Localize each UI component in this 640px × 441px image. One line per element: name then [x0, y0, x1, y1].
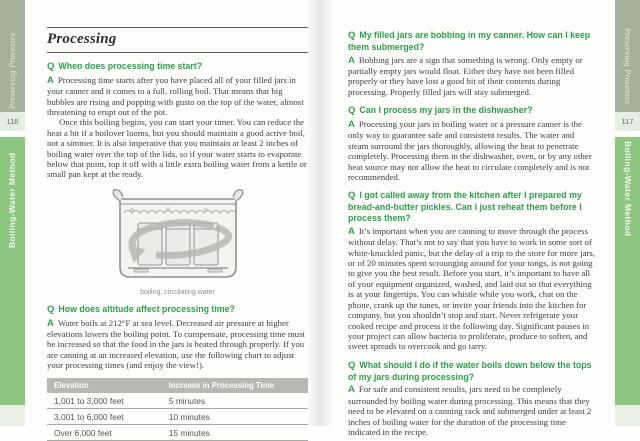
question-text: How does altitude affect processing time?	[58, 303, 235, 314]
question-text: Can I process my jars in the dishwasher?	[359, 105, 533, 116]
q-marker: Q	[348, 105, 356, 117]
q-marker: Q	[348, 359, 356, 371]
a-marker: A	[348, 54, 355, 66]
table-row	[47, 393, 308, 409]
canner-pot-drawing	[98, 187, 258, 283]
q-marker: Q	[47, 61, 55, 72]
answer-text: Water boils at 212°F at sea level. Decreased air pressure at higher elevations lowers the boiling point. To compensate, processing time must be increased so that the food in the jars is heated through properly. If you are canning at an increased elevation, use the following chart to adjust your processing times (and enjoy the view!).	[47, 317, 305, 371]
table-cell-increase: 10 minutes	[162, 408, 308, 424]
left-page	[25, 0, 320, 438]
q-marker: Q	[348, 190, 356, 202]
question	[47, 61, 308, 73]
right-sidebar-method-label: Boiling-Water Method	[623, 141, 633, 237]
question-text: My filled jars are bobbing in my canner. How can I keep them submerged?	[348, 30, 591, 52]
altitude-table	[47, 378, 308, 441]
table-cell-elevation: Over 6,000 feet	[47, 424, 162, 440]
illustration-caption: boiling, circulating water	[140, 288, 215, 296]
question	[348, 105, 596, 117]
table-row	[47, 408, 308, 424]
a-marker: A	[47, 317, 54, 329]
a-marker: A	[348, 119, 355, 131]
table-row	[47, 424, 308, 440]
left-sidebar-method-label: Boiling-Water Method	[7, 152, 17, 248]
right-sidebar-page-band	[615, 112, 640, 131]
question	[348, 190, 596, 223]
question	[47, 304, 308, 316]
right-sidebar-footer-strip	[615, 405, 640, 426]
left-sidebar-footer-strip	[0, 405, 25, 426]
left-sidebar-page-band	[0, 112, 25, 131]
answer	[348, 384, 596, 437]
right-page	[320, 0, 615, 437]
table-header-increase: Increase in Processing Time	[162, 378, 308, 393]
question-text: What should I do if the water boils down below the tops of my jars during processing?	[348, 359, 592, 382]
left-page-number: 116	[6, 117, 19, 126]
answer-text: Processing your jars in boiling water or a pressure canner is the only way to guarantee safe and consistent results. The water and steam surround the jars thoroughly, allowing the heat to penetrate completely. Processing them in the dishwasher, oven, or by any other heat source may not allow the heat to circulate completely and is not recommended.	[348, 119, 592, 183]
answer	[47, 75, 308, 118]
question-text: When does processing time start?	[58, 61, 203, 71]
answer-paragraph: Once this boiling begins, you can start your timer. You can reduce the heat a bit if a boilover looms, but you should maintain a good active boil, not a simmer. It is also imperative that you maintain at least 2 inches of boiling water over the top of the lids, so if your water starts to evaporate below that point, top it off with a little extra boiling water from a kettle or small pan kept at the ready.	[47, 117, 307, 180]
table-cell-increase: 5 minutes	[162, 393, 308, 409]
a-marker: A	[47, 74, 54, 86]
table-cell-elevation: 1,001 to 3,000 feet	[47, 393, 162, 409]
a-marker: A	[348, 384, 355, 396]
question	[348, 360, 596, 383]
answer-text: Processing time starts after you have placed all of your filled jars in your canner and it comes to a full, rolling boil. That means that big bubbles are rising and popping with gusto on the top of the water, almost threatening to erupt out of the pot.	[47, 74, 304, 118]
q-marker: Q	[47, 303, 55, 315]
answer	[348, 119, 596, 182]
right-page-number: 117	[621, 117, 634, 126]
question-text: I got called away from the kitchen after I prepared my bread-and-butter pickles. Can I just reheat them before I process them?	[348, 190, 582, 224]
question	[348, 30, 596, 53]
answer-text: For safe and consistent results, jars need to be completely surrounded by boiling water during processing. This means that they need to be elevated on a canning rack and submerged under at least 2 inches of boiling water for the duration of the processing time indicated in the recipe.	[348, 384, 592, 437]
answer	[348, 55, 596, 98]
left-sidebar-series-label: Preserving Processes	[8, 32, 17, 109]
table-cell-elevation: 3,001 to 6,000 feet	[47, 408, 162, 424]
right-sidebar-series-label: Preserving Processes	[623, 28, 632, 105]
answer	[47, 318, 308, 371]
table-cell-increase: 15 minutes	[162, 424, 308, 440]
a-marker: A	[348, 225, 355, 237]
answer	[348, 226, 596, 352]
table-header-row	[47, 378, 308, 393]
table-header-elevation: Elevation	[47, 378, 162, 393]
answer-text: Bobbing jars are a sign that something is wrong. Only empty or partially empty jars would float. Either they have not been filled properly or they have lost a good bit of their contents during processing. Properly filled jars will stay submerged.	[348, 54, 583, 97]
q-marker: Q	[348, 30, 356, 41]
page-title: Processing	[47, 27, 308, 53]
canner-illustration	[98, 187, 258, 288]
answer-text: It’s important when you are canning to move through the process without delay. That’s not to say that you have to work in some sort of white-knuckled panic, but the delay of a trip to the store for more jars, or of 20 minutes spent scrounging around for your tongs, is not going to give you the best result. Before you start, it’s important to have all of your equipment organized, washed, and laid out so that everything is at your fingertips. You can whistle while you work, chat on the phone, crank up the tunes, or invite your friends into the kitchen for company, but you shouldn’t stop and start. Never refrigerate your cooked recipe and process it the following day. Significant pauses in your project can allow bacteria to proliferate, produce to soften, and sweet spreads to overcook and go tarry.	[348, 225, 595, 352]
